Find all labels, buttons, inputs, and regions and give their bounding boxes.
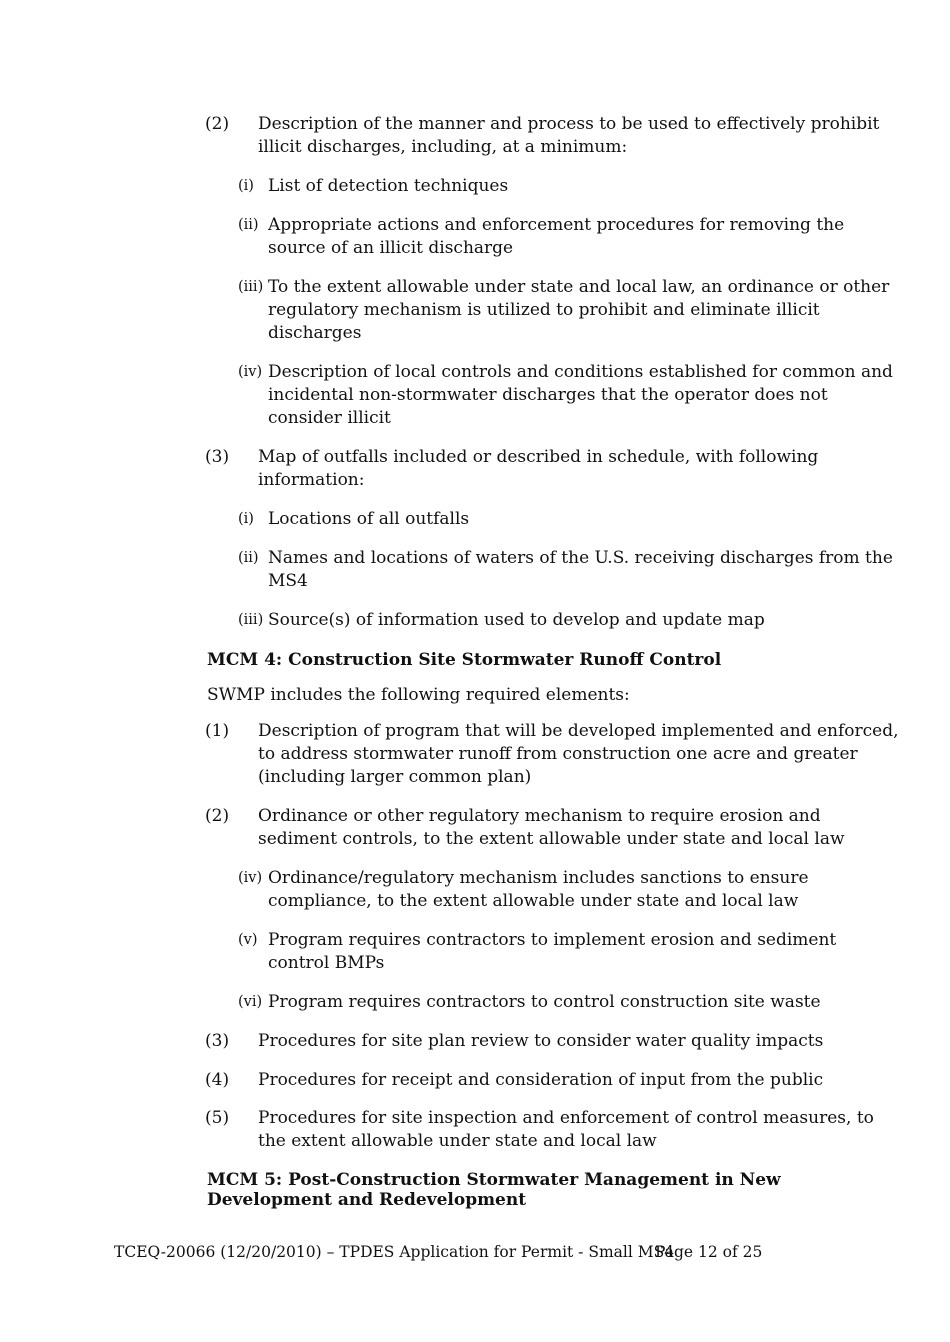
item-text-line: Procedures for site inspection and enforcement of control measures, to: [258, 1108, 874, 1128]
section-heading-mcm4: MCM 4: Construction Site Stormwater Runoff Control: [207, 650, 722, 670]
item-text-line: Description of program that will be developed implemented and enforced,: [258, 721, 899, 741]
subitem-text-line: Names and locations of waters of the U.S. receiving discharges from the: [268, 548, 893, 568]
item-text-line: Procedures for site plan review to consider water quality impacts: [258, 1031, 824, 1051]
subitem-marker: (vi): [238, 994, 263, 1010]
item-text-line: to address stormwater runoff from construction one acre and greater: [258, 744, 858, 764]
subitem-text-line: Description of local controls and conditions established for common and: [268, 362, 893, 382]
item-text-line: information:: [258, 470, 365, 490]
item-marker: (2): [205, 806, 230, 826]
subitem-text-line: Source(s) of information used to develop and update map: [268, 610, 765, 630]
item-marker: (5): [205, 1108, 230, 1128]
section-intro: SWMP includes the following required elements:: [207, 685, 630, 705]
subitem-text-line: Ordinance/regulatory mechanism includes sanctions to ensure: [268, 868, 809, 888]
subitem-marker: (i): [238, 178, 254, 194]
item-text-line: Map of outfalls included or described in schedule, with following: [258, 447, 819, 467]
subitem-marker: (iii): [238, 279, 264, 295]
subitem-text-line: To the extent allowable under state and local law, an ordinance or other: [268, 277, 890, 297]
footer-page-number: Page 12 of 25: [655, 1243, 763, 1261]
subitem-text-line: source of an illicit discharge: [268, 238, 514, 258]
subitem-text-line: Program requires contractors to implement erosion and sediment: [268, 930, 837, 950]
item-marker: (2): [205, 114, 230, 134]
subitem-text-line: Locations of all outfalls: [268, 509, 470, 529]
subitem-text-line: control BMPs: [268, 953, 385, 973]
subitem-text-line: regulatory mechanism is utilized to prohibit and eliminate illicit: [268, 300, 820, 320]
item-text-line: sediment controls, to the extent allowable under state and local law: [258, 829, 845, 849]
item-text-line: Procedures for receipt and consideration of input from the public: [258, 1070, 824, 1090]
subitem-marker: (iii): [238, 612, 264, 628]
subitem-text-line: incidental non-stormwater discharges that the operator does not: [268, 385, 828, 405]
subitem-text-line: compliance, to the extent allowable under state and local law: [268, 891, 799, 911]
item-text-line: the extent allowable under state and local law: [258, 1131, 657, 1151]
subitem-text-line: Program requires contractors to control construction site waste: [268, 992, 821, 1012]
subitem-text-line: consider illicit: [268, 408, 391, 428]
footer-form-id: TCEQ-20066 (12/20/2010) – TPDES Application for Permit - Small MS4: [114, 1243, 675, 1261]
item-text-line: illicit discharges, including, at a minimum:: [258, 137, 628, 157]
subitem-marker: (i): [238, 511, 254, 527]
item-text-line: Ordinance or other regulatory mechanism to require erosion and: [258, 806, 821, 826]
subitem-text-line: Appropriate actions and enforcement procedures for removing the: [268, 215, 845, 235]
subitem-text-line: MS4: [268, 571, 308, 591]
subitem-marker: (ii): [238, 550, 259, 566]
item-text-line: (including larger common plan): [258, 767, 532, 787]
item-marker: (4): [205, 1070, 230, 1090]
subitem-marker: (v): [238, 932, 258, 948]
item-marker: (3): [205, 1031, 230, 1051]
item-marker: (3): [205, 447, 230, 467]
subitem-marker: (ii): [238, 217, 259, 233]
subitem-text-line: List of detection techniques: [268, 176, 509, 196]
section-heading-mcm5: Development and Redevelopment: [207, 1190, 527, 1210]
item-text-line: Description of the manner and process to be used to effectively prohibit: [258, 114, 880, 134]
subitem-marker: (iv): [238, 364, 263, 380]
item-marker: (1): [205, 721, 230, 741]
subitem-text-line: discharges: [268, 323, 362, 343]
section-heading-mcm5: MCM 5: Post-Construction Stormwater Management in New: [207, 1170, 781, 1190]
subitem-marker: (iv): [238, 870, 263, 886]
